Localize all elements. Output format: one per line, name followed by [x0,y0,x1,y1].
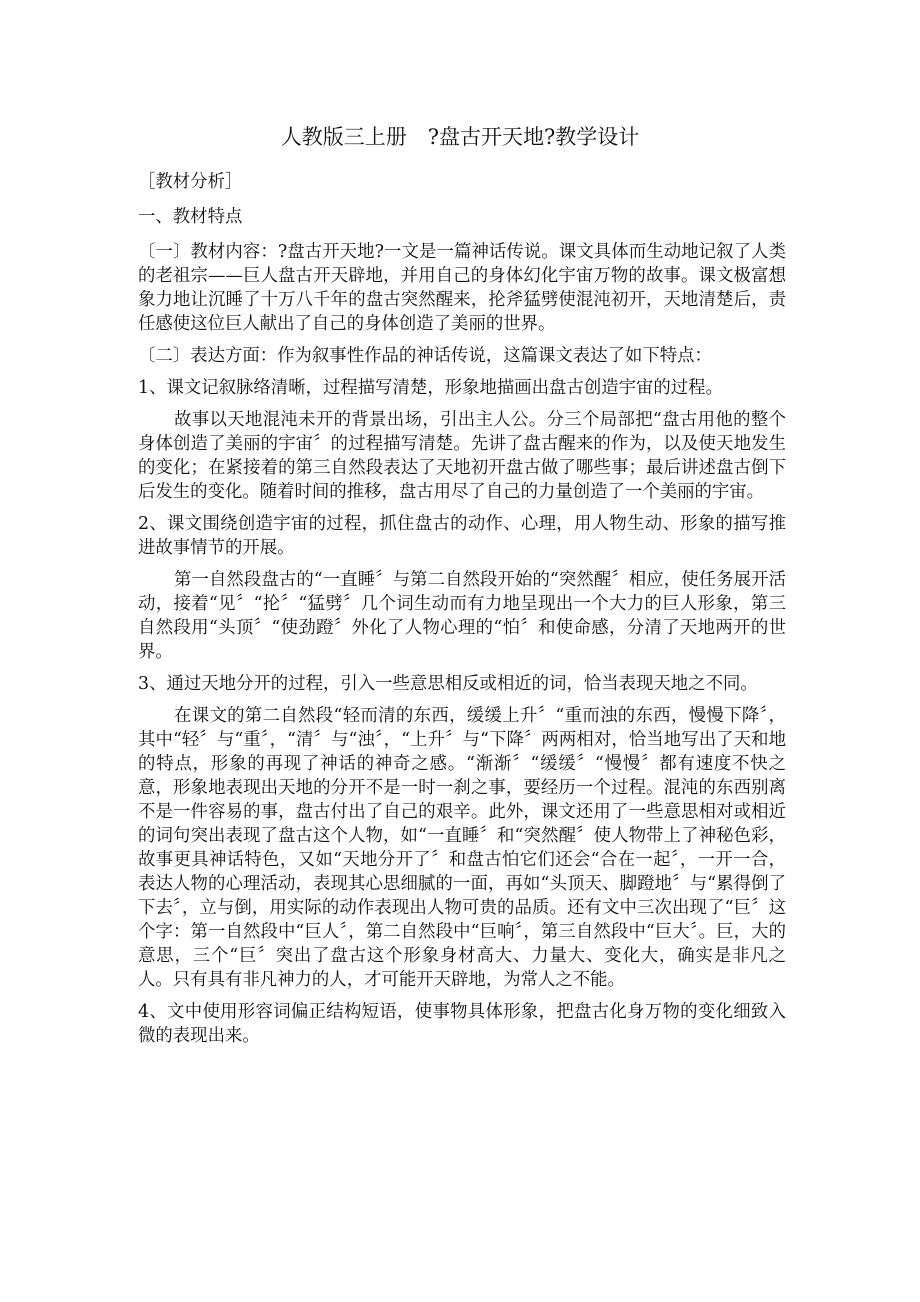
section-heading: ［教材分析］ [138,172,243,192]
subsection-heading: 一、教材特点 [138,207,243,227]
document-title: 人教版三上册 ?盘古开天地?教学设计 [280,125,640,149]
numbered-point: 3、通过天地分开的过程，引入一些意思相反或相近的词，恰当表现天地之不同。 [138,674,758,694]
body-paragraph: 〔一〕教材内容：?盘古开天地?一文是一篇神话传说。课文具体而生动地记叙了人类的老祖宗——巨人盘古开天辟地，并用自己的身体幻化宇宙万物的故事。课文极富想象力地让沉睡了十万八千年的盘古突然醒来，抡斧猛劈使混沌初开，天地清楚后，责任感使这位巨人献出了自己的身体创造了美丽的世界。 [138,242,786,334]
numbered-point: 2、课文围绕创造宇宙的过程，抓住盘古的动作、心理，用人物生动、形象的描写推进故事情节的开展。 [138,514,786,558]
numbered-point: 4、文中使用形容词偏正结构短语，使事物具体形象，把盘古化身万物的变化细致入微的表现出来。 [138,1002,786,1046]
body-paragraph: 在课文的第二自然段“轻而清的东西，缓缓上升〞“重而浊的东西，慢慢下降〞，其中“轻〞与“重〞，“清〞与“浊〞，“上升〞与“下降〞两两相对，恰当地写出了天和地的特点，形象的再现了神话的神奇之感。“渐渐〞“缓缓〞“慢慢〞都有速度不快之意，形象地表现出天地的分开不是一时一刹之事，要经历一个过程。混沌的东西别离不是一件容易的事，盘古付出了自己的艰辛。此外，课文还用了一些意思相对或相近的词句突出表现了盘古这个人物，如“一直睡〞和“突然醒〞使人物带上了神秘色彩，故事更具神话特色，又如“天地分开了〞和盘古怕它们还会“合在一起〞，一开一合，表达人物的心理活动，表现其心思细腻的一面，再如“头顶天、脚蹬地〞与“累得倒了下去〞，立与倒，用实际的动作表现出人物可贵的品质。还有文中三次出现了“巨〞这个字：第一自然段中“巨人〞，第二自然段中“巨响〞，第三自然段中“巨大〞。巨，大的意思，三个“巨〞突出了盘古这个形象身材高大、力量大、变化大，确实是非凡之人。只有具有非凡神力的人，才可能开天辟地，为常人之不能。 [138,706,786,990]
body-paragraph: 故事以天地混沌未开的背景出场，引出主人公。分三个局部把“盘古用他的整个身体创造了美丽的宇宙〞的过程描写清楚。先讲了盘古醒来的作为，以及使天地发生的变化；在紧接着的第三自然段表达了天地初开盘古做了哪些事；最后讲述盘古倒下后发生的变化。随着时间的推移，盘古用尽了自己的力量创造了一个美丽的宇宙。 [138,410,786,502]
document-body [138,170,786,1056]
numbered-point: 1、课文记叙脉络清晰，过程描写清楚，形象地描画出盘古创造宇宙的过程。 [138,378,723,398]
body-paragraph: 〔二〕表达方面：作为叙事性作品的神话传说，这篇课文表达了如下特点： [138,346,712,366]
body-paragraph: 第一自然段盘古的“一直睡〞与第二自然段开始的“突然醒〞相应，使任务展开活动，接着“见〞“抡〞“猛劈〞几个词生动而有力地呈现出一个大力的巨人形象，第三自然段用“头顶〞“使劲蹬〞外化了人物心理的“怕〞和使命感，分清了天地两开的世界。 [138,570,786,662]
